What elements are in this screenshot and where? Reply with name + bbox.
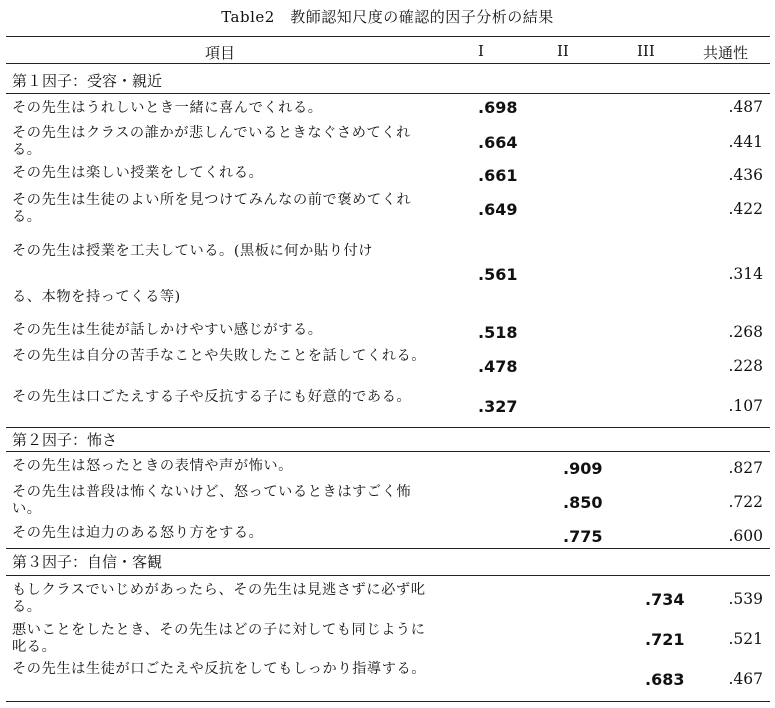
loading-value: .327: [478, 397, 518, 416]
loading-value: .561: [478, 265, 518, 284]
header-factor-3: III: [637, 42, 655, 60]
item-text: その先生はクラスの誰かが悲しんでいるときなぐさめてくれる。: [12, 125, 411, 158]
item-text: その先生は生徒が口ごたえや反抗をしてもしっかり指導する。: [12, 661, 427, 677]
rule-factor-3-top: [6, 548, 770, 549]
item-text-continued: る、本物を持ってくる等): [12, 289, 181, 305]
rule-top: [6, 36, 770, 37]
factor-2-label: 第２因子：怖さ: [12, 431, 118, 449]
rule-factor-3: [6, 575, 770, 576]
loading-value: .661: [478, 166, 518, 185]
loading-value: .734: [645, 590, 685, 609]
communality-value: .467: [728, 670, 763, 688]
communality-value: .521: [728, 630, 763, 648]
loading-value: .683: [645, 670, 685, 689]
communality-value: .107: [728, 397, 763, 415]
item-text: その先生は楽しい授業をしてくれる。: [12, 165, 264, 181]
rule-factor-2: [6, 451, 770, 452]
factor-1-label: 第１因子：受容・親近: [12, 72, 163, 90]
item-text: 悪いことをしたとき、その先生はどの子に対しても同じように叱る。: [12, 622, 426, 655]
communality-value: .539: [728, 590, 763, 608]
loading-value: .721: [645, 630, 685, 649]
factor-3-label: 第３因子：自信・客観: [12, 553, 163, 571]
communality-value: .600: [728, 527, 763, 545]
item-text: その先生は生徒のよい所を見つけてみんなの前で褒めてくれる。: [12, 192, 412, 225]
item-text: もしクラスでいじめがあったら、その先生は見逃さずに必ず叱る。: [12, 582, 426, 615]
header-communality: 共通性: [703, 44, 749, 62]
item-text: その先生はうれしいとき一緒に喜んでくれる。: [12, 100, 323, 116]
loading-value: .518: [478, 323, 518, 342]
rule-header: [6, 63, 770, 64]
loading-value: .775: [563, 527, 603, 546]
item-text: その先生は普段は怖くないけど、怒っているときはすごく怖い。: [12, 484, 412, 517]
table-title: Table2 教師認知尺度の確認的因子分析の結果: [221, 8, 554, 26]
item-text: その先生は授業を工夫している。(黒板に何か貼り付け: [12, 243, 374, 259]
communality-value: .436: [728, 166, 763, 184]
item-text: その先生は自分の苦手なことや失敗したことを話してくれる。: [12, 348, 427, 364]
header-item: 項目: [205, 44, 236, 62]
loading-value: .649: [478, 200, 518, 219]
item-text: その先生は迫力のある怒り方をする。: [12, 525, 264, 541]
loading-value: .909: [563, 459, 603, 478]
communality-value: .422: [728, 200, 763, 218]
item-text: その先生は生徒が話しかけやすい感じがする。: [12, 322, 323, 338]
communality-value: .441: [728, 133, 763, 151]
item-text: その先生は口ごたえする子や反抗する子にも好意的である。: [12, 389, 412, 405]
loading-value: .850: [563, 493, 603, 512]
communality-value: .268: [728, 323, 763, 341]
communality-value: .722: [728, 493, 763, 511]
rule-factor-1: [6, 93, 770, 94]
item-text: その先生は怒ったときの表情や声が怖い。: [12, 458, 293, 474]
loading-value: .478: [478, 357, 518, 376]
header-factor-1: I: [478, 42, 484, 60]
rule-factor-2-top: [6, 427, 770, 428]
communality-value: .827: [728, 459, 763, 477]
loading-value: .664: [478, 133, 518, 152]
header-factor-2: II: [557, 42, 569, 60]
rule-bottom: [6, 701, 770, 702]
loading-value: .698: [478, 98, 518, 117]
communality-value: .487: [728, 98, 763, 116]
communality-value: .228: [728, 357, 763, 375]
communality-value: .314: [728, 265, 763, 283]
